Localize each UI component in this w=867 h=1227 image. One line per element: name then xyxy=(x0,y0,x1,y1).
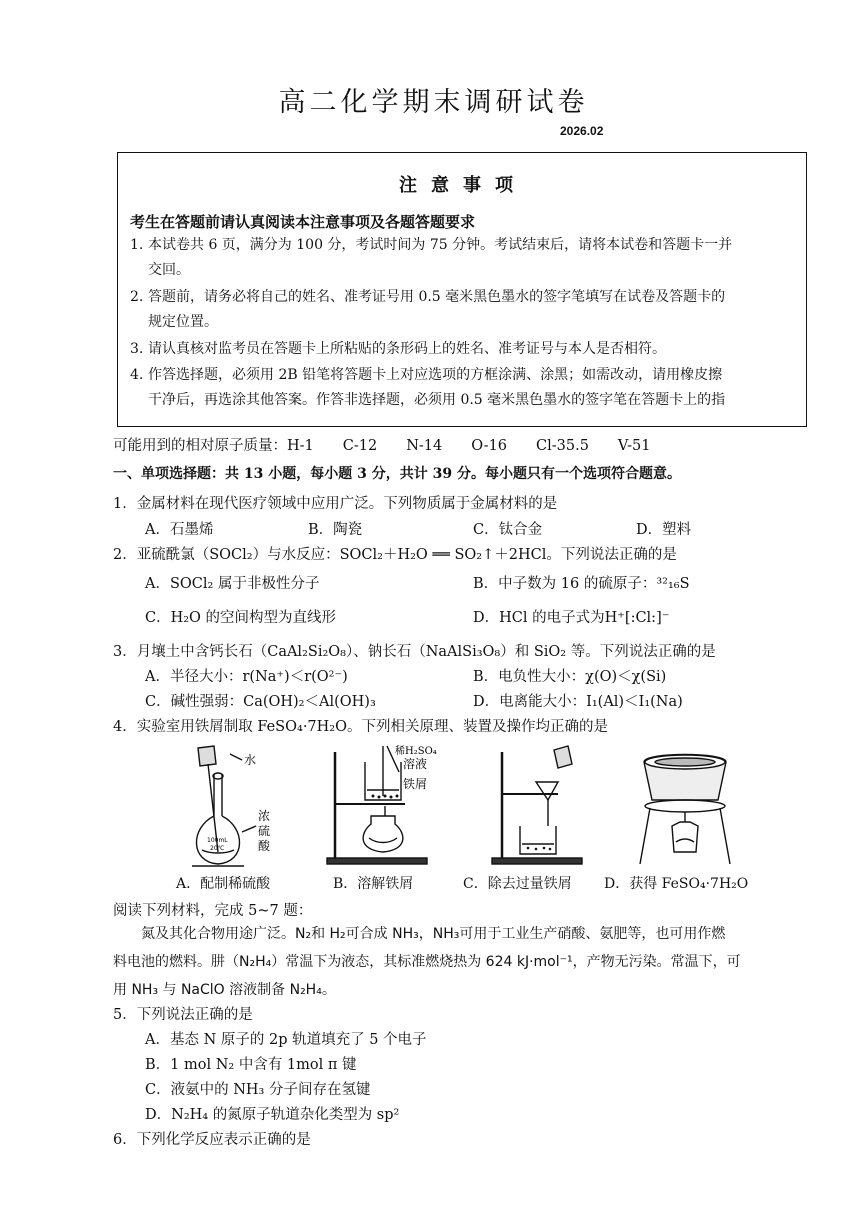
q3-option-b: B．电负性大小：χ(O)＜χ(Si) xyxy=(473,669,667,685)
section-heading: 一、单项选择题：共 13 小题，每小题 3 分，共计 39 分。每小题只有一个选项符合题意。 xyxy=(113,466,681,482)
q6-stem: 6．下列化学反应表示正确的是 xyxy=(113,1132,311,1148)
notice-item-text: 作答选择题，必须用 2B 铅笔将答题卡上对应选项的方框涂满、涂黑；如需改动，请用橡皮擦 xyxy=(148,367,723,383)
q1-option-d: D．塑料 xyxy=(636,522,692,538)
q2-option-b: B．中子数为 16 的硫原子：³²₁₆S xyxy=(473,576,690,592)
notice-item-text: 请认真核对监考员在答题卡上所粘贴的条形码上的姓名、准考证号与本人是否相符。 xyxy=(148,341,666,357)
label-flask-temp: 20℃ xyxy=(210,845,225,852)
notice-title: 注意事项 xyxy=(399,175,527,196)
q5-option-d: D．N₂H₄ 的氮原子轨道杂化类型为 sp² xyxy=(145,1107,400,1123)
q4-caption-c: C．除去过量铁屑 xyxy=(463,876,572,892)
reading-material xyxy=(113,920,793,1004)
atomic-masses: 可能用到的相对原子质量：H-1 C-12 N-14 O-16 Cl-35.5 V-51 xyxy=(113,438,651,454)
notice-item-num: 4. xyxy=(130,367,144,383)
figure-a-volumetric-flask xyxy=(180,742,300,872)
q3-stem: 3．月壤土中含钙长石（CaAl₂Si₂O₈）、钠长石（NaAlSi₃O₈）和 SiO₂ 等。下列说法正确的是 xyxy=(113,644,716,660)
label-sulf: 硫 xyxy=(258,824,271,838)
notice-item-text-cont: 交回。 xyxy=(148,262,190,278)
notice-item-text: 答题前，请务必将自己的姓名、准考证号用 0.5 毫米黑色墨水的签字笔填写在试卷及答题卡的 xyxy=(148,289,726,305)
exam-date: 2026.02 xyxy=(560,124,604,138)
q1-option-c: C．钛合金 xyxy=(473,522,543,538)
notice-item-text: 本试卷共 6 页，满分为 100 分，考试时间为 75 分钟。考试结束后，请将本试卷和答题卡一并 xyxy=(148,237,733,253)
notice-item-num: 1. xyxy=(130,237,144,253)
label-solution: 溶液 xyxy=(403,757,428,771)
notice-box xyxy=(117,152,807,427)
notice-item-num: 3. xyxy=(130,341,144,357)
notice-item-1 xyxy=(130,233,798,283)
label-dilute-h2so4: 稀H₂SO₄ xyxy=(395,746,437,757)
material-line-2: 料电池的燃料。肼（N₂H₄）常温下为液态，其标准燃烧热为 624 kJ·mol⁻¹，产物无污染。常温下，可 xyxy=(113,954,741,970)
label-iron-filings: 铁屑 xyxy=(403,777,428,791)
q1-stem: 1．金属材料在现代医疗领域中应用广泛。下列物质属于金属材料的是 xyxy=(113,496,558,512)
q4-caption-a: A．配制稀硫酸 xyxy=(176,876,271,892)
notice-item-text-cont: 干净后，再选涂其他答案。作答非选择题，必须用 0.5 毫米黑色墨水的签字笔在答题卡上的指 xyxy=(148,392,726,408)
label-flask-volume: 100mL xyxy=(207,837,228,844)
label-water: 水 xyxy=(244,753,257,767)
figure-c-filtration xyxy=(488,742,598,872)
q3-option-d: D．电离能大小：I₁(Al)＜I₁(Na) xyxy=(473,694,683,710)
q5-option-c: C．液氨中的 NH₃ 分子间存在氢键 xyxy=(145,1082,371,1098)
exam-title: 高二化学期末调研试卷 xyxy=(278,87,589,118)
q3-option-a: A．半径大小：r(Na⁺)＜r(O²⁻) xyxy=(145,669,348,685)
q3-option-c: C．碱性强弱：Ca(OH)₂＜Al(OH)₃ xyxy=(145,694,376,710)
material-line-3: 用 NH₃ 与 NaClO 溶液制备 N₂H₄。 xyxy=(113,982,336,998)
figure-d-evaporation xyxy=(630,742,740,872)
material-line-1: 氮及其化合物用途广泛。N₂和 H₂可合成 NH₃，NH₃可用于工业生产硝酸、氨肥等，也可用作燃 xyxy=(141,926,726,942)
notice-item-num: 2. xyxy=(130,289,144,305)
q2-stem: 2．亚硫酰氯（SOCl₂）与水反应：SOCl₂＋H₂O ══ SO₂↑＋2HCl。下列说法正确的是 xyxy=(113,547,677,563)
notice-item-3 xyxy=(130,337,798,362)
figure-b-dissolve-iron xyxy=(325,742,455,872)
q4-stem: 4．实验室用铁屑制取 FeSO₄·7H₂O。下列相关原理、装置及操作均正确的是 xyxy=(113,719,608,735)
q5-option-b: B．1 mol N₂ 中含有 1mol π 键 xyxy=(145,1057,357,1073)
q2-option-a: A．SOCl₂ 属于非极性分子 xyxy=(145,576,320,592)
q2-option-c: C．H₂O 的空间构型为直线形 xyxy=(145,610,337,626)
notice-lead: 考生在答题前请认真阅读本注意事项及各题答题要求 xyxy=(130,213,476,231)
label-conc: 浓 xyxy=(258,809,271,823)
reading-intro: 阅读下列材料，完成 5~7 题： xyxy=(113,903,313,919)
notice-item-2 xyxy=(130,285,798,335)
q5-stem: 5．下列说法正确的是 xyxy=(113,1007,253,1023)
label-acid: 酸 xyxy=(258,839,271,853)
q1-option-b: B．陶瓷 xyxy=(308,522,363,538)
q2-option-d: D．HCl 的电子式为H⁺[:Cl:]⁻ xyxy=(473,610,670,626)
q1-option-a: A．石墨烯 xyxy=(145,522,214,538)
q4-caption-d: D．获得 FeSO₄·7H₂O xyxy=(604,876,749,892)
notice-item-4 xyxy=(130,363,798,413)
notice-item-text-cont: 规定位置。 xyxy=(148,314,218,330)
q5-option-a: A．基态 N 原子的 2p 轨道填充了 5 个电子 xyxy=(145,1032,427,1048)
q4-caption-b: B．溶解铁屑 xyxy=(333,876,414,892)
